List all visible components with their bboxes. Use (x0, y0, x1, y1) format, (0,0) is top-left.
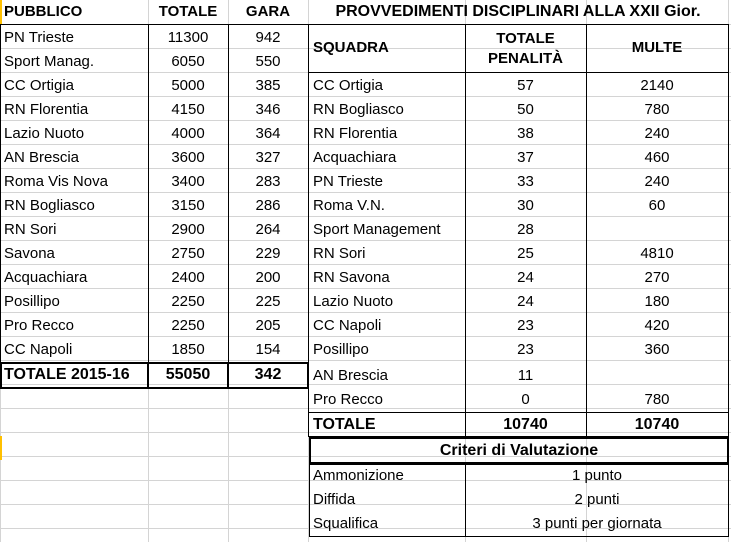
provvedimenti-row-penalita[interactable]: 23 (517, 341, 534, 358)
total-row-border (147, 362, 229, 389)
pubblico-row-name[interactable]: AN Brescia (4, 149, 80, 166)
highlight-marker (0, 436, 2, 460)
provvedimenti-row-penalita[interactable]: 37 (517, 149, 534, 166)
provvedimenti-row-penalita[interactable]: 57 (517, 77, 534, 94)
provvedimenti-row-multe[interactable]: 180 (644, 293, 670, 310)
pubblico-row-gara[interactable]: 550 (255, 53, 281, 70)
provvedimenti-row-multe[interactable]: 240 (644, 173, 670, 190)
pubblico-row-name[interactable]: Acquachiara (4, 269, 88, 286)
pubblico-row-name[interactable]: RN Bogliasco (4, 197, 95, 214)
provvedimenti-row-penalita[interactable]: 38 (517, 125, 534, 142)
provvedimenti-row-penalita[interactable]: 23 (517, 317, 534, 334)
pubblico-row-total[interactable]: 2250 (171, 317, 205, 334)
pubblico-row-total[interactable]: 2400 (171, 269, 205, 286)
pubblico-row-name[interactable]: PN Trieste (4, 29, 75, 46)
provvedimenti-row-multe[interactable]: 780 (644, 391, 670, 408)
pubblico-total-gara[interactable]: 342 (254, 366, 282, 383)
provvedimenti-row-squadra[interactable]: Roma V.N. (313, 197, 385, 214)
penalita-header-line2: PENALITÀ (488, 50, 563, 67)
criteri-row-value[interactable]: 1 punto (571, 467, 623, 484)
pubblico-row-total[interactable]: 2900 (171, 221, 205, 238)
pubblico-total-label[interactable]: TOTALE 2015-16 (4, 366, 130, 383)
criteri-row-label[interactable]: Squalifica (313, 515, 379, 532)
pubblico-row-name[interactable]: Pro Recco (4, 317, 75, 334)
pubblico-row-name[interactable]: Roma Vis Nova (4, 173, 108, 190)
provvedimenti-row-multe[interactable]: 270 (644, 269, 670, 286)
provvedimenti-row-multe[interactable]: 240 (644, 125, 670, 142)
provvedimenti-row-penalita[interactable]: 30 (517, 197, 534, 214)
pubblico-row-gara[interactable]: 200 (255, 269, 281, 286)
header-divider (308, 72, 729, 73)
pubblico-row-gara[interactable]: 205 (255, 317, 281, 334)
pubblico-row-gara[interactable]: 346 (255, 101, 281, 118)
provvedimenti-row-squadra[interactable]: RN Savona (313, 269, 390, 286)
pubblico-row-name[interactable]: RN Sori (4, 221, 57, 238)
table-border (309, 464, 729, 537)
provvedimenti-row-squadra[interactable]: Acquachiara (313, 149, 397, 166)
provvedimenti-row-squadra[interactable]: Posillipo (313, 341, 369, 358)
provvedimenti-row-multe[interactable]: 780 (644, 101, 670, 118)
pubblico-row-gara[interactable]: 283 (255, 173, 281, 190)
criteri-row-label[interactable]: Diffida (313, 491, 356, 508)
provvedimenti-row-penalita[interactable]: 33 (517, 173, 534, 190)
column-border (465, 464, 466, 537)
provvedimenti-row-squadra[interactable]: Sport Management (313, 221, 441, 238)
pubblico-row-gara[interactable]: 229 (255, 245, 281, 262)
column-border (148, 24, 229, 363)
pubblico-row-total[interactable]: 3600 (171, 149, 205, 166)
pubblico-row-total[interactable]: 5000 (171, 77, 205, 94)
pubblico-row-name[interactable]: CC Napoli (4, 341, 73, 358)
provvedimenti-row-squadra[interactable]: PN Trieste (313, 173, 384, 190)
pubblico-row-total[interactable]: 6050 (171, 53, 205, 70)
pubblico-row-gara[interactable]: 327 (255, 149, 281, 166)
total-divider (308, 412, 729, 413)
provvedimenti-row-penalita[interactable]: 50 (517, 101, 534, 118)
provvedimenti-row-squadra[interactable]: AN Brescia (313, 367, 389, 384)
provvedimenti-row-squadra[interactable]: RN Florentia (313, 125, 398, 142)
provvedimenti-total-multe[interactable]: 10740 (634, 416, 680, 433)
criteri-row-label[interactable]: Ammonizione (313, 467, 404, 484)
pubblico-row-total[interactable]: 4000 (171, 125, 205, 142)
provvedimenti-total-penalita[interactable]: 10740 (503, 416, 548, 433)
pubblico-header[interactable]: PUBBLICO (4, 3, 83, 20)
pubblico-row-total[interactable]: 3150 (171, 197, 205, 214)
multe-header[interactable]: MULTE (631, 39, 683, 56)
pubblico-row-gara[interactable]: 264 (255, 221, 281, 238)
pubblico-row-total[interactable]: 3400 (171, 173, 205, 190)
provvedimenti-row-multe[interactable]: 60 (648, 197, 666, 214)
criteri-row-value[interactable]: 2 punti (574, 491, 620, 508)
pubblico-gara-header[interactable]: GARA (245, 3, 291, 20)
pubblico-row-gara[interactable]: 364 (255, 125, 281, 142)
provvedimenti-row-multe[interactable]: 4810 (640, 245, 674, 262)
column-border (465, 24, 587, 437)
provvedimenti-row-penalita[interactable]: 24 (517, 293, 534, 310)
provvedimenti-row-multe[interactable]: 420 (644, 317, 670, 334)
pubblico-row-name[interactable]: Savona (4, 245, 55, 262)
provvedimenti-row-squadra[interactable]: CC Napoli (313, 317, 382, 334)
squadra-header[interactable]: SQUADRA (313, 39, 389, 56)
provvedimenti-row-multe[interactable]: 360 (644, 341, 670, 358)
pubblico-row-name[interactable]: Lazio Nuoto (4, 125, 85, 142)
provvedimenti-row-penalita[interactable]: 11 (517, 367, 534, 384)
pubblico-row-gara[interactable]: 385 (255, 77, 281, 94)
pubblico-row-total[interactable]: 2250 (171, 293, 205, 310)
provvedimenti-row-penalita[interactable]: 25 (517, 245, 534, 262)
pubblico-row-name[interactable]: Posillipo (4, 293, 60, 310)
provvedimenti-row-squadra[interactable]: RN Sori (313, 245, 366, 262)
pubblico-row-name[interactable]: CC Ortigia (4, 77, 75, 94)
provvedimenti-row-squadra[interactable]: Lazio Nuoto (313, 293, 394, 310)
provvedimenti-row-squadra[interactable]: CC Ortigia (313, 77, 384, 94)
criteri-row-value[interactable]: 3 punti per giornata (532, 515, 662, 532)
pubblico-row-name[interactable]: RN Florentia (4, 101, 89, 118)
provvedimenti-total-label[interactable]: TOTALE (313, 416, 376, 433)
provvedimenti-row-multe[interactable]: 460 (644, 149, 670, 166)
provvedimenti-row-squadra[interactable]: RN Bogliasco (313, 101, 404, 118)
pubblico-row-total[interactable]: 11300 (167, 29, 209, 46)
provvedimenti-row-multe[interactable]: 2140 (640, 77, 674, 94)
pubblico-total-header[interactable]: TOTALE (158, 3, 218, 20)
pubblico-row-name[interactable]: Sport Manag. (4, 53, 95, 70)
provvedimenti-row-penalita[interactable]: 0 (521, 391, 530, 408)
pubblico-row-total[interactable]: 1850 (171, 341, 205, 358)
provvedimenti-row-penalita[interactable]: 24 (517, 269, 534, 286)
pubblico-row-gara[interactable]: 942 (255, 29, 281, 46)
pubblico-row-gara[interactable]: 225 (255, 293, 281, 310)
pubblico-row-total[interactable]: 4150 (171, 101, 205, 118)
provvedimenti-row-squadra[interactable]: Pro Recco (313, 391, 384, 408)
pubblico-row-gara[interactable]: 286 (255, 197, 281, 214)
pubblico-row-gara[interactable]: 154 (255, 341, 281, 358)
provvedimenti-title[interactable]: PROVVEDIMENTI DISCIPLINARI ALLA XXII Gior. (335, 3, 701, 20)
pubblico-row-total[interactable]: 2750 (171, 245, 205, 262)
criteri-title[interactable]: Criteri di Valutazione (439, 442, 599, 459)
provvedimenti-row-penalita[interactable]: 28 (517, 221, 534, 238)
penalita-header-line1: TOTALE (496, 30, 555, 47)
pubblico-total-value[interactable]: 55050 (165, 366, 211, 383)
